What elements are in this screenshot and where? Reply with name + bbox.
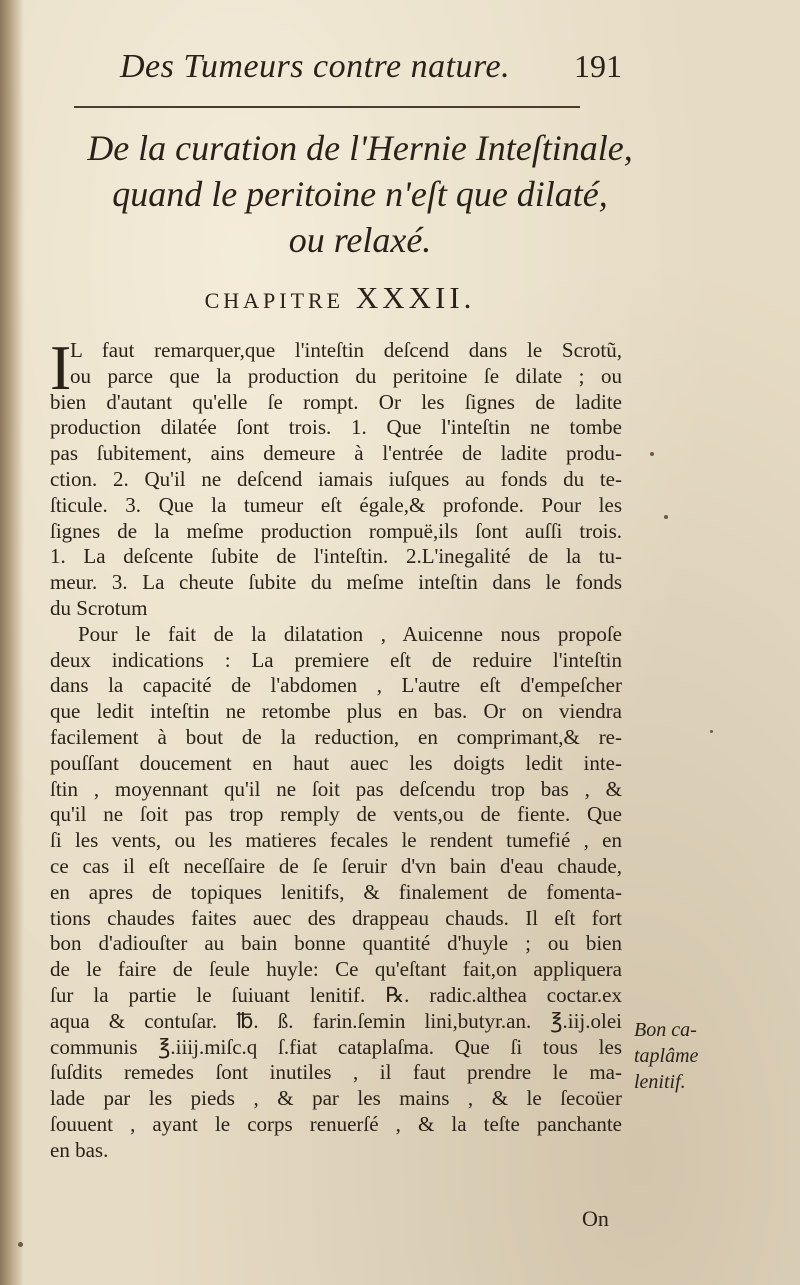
body-line: ction. 2. Qu'il ne deſcend iamais iuſques au fonds du te- [50, 466, 622, 491]
body-line: Pour le fait de la dilatation , Auicenne nous propoſe [78, 621, 622, 646]
margin-note-line: Bon ca- [634, 1019, 697, 1041]
page-binding-shadow [0, 0, 24, 1285]
chapter-title [120, 280, 560, 316]
chapter-word: CHAPITRE [204, 288, 345, 313]
body-line: communis ℥.iiij.miſc.q ſ.fiat cataplaſma. Que ſi tous les [50, 1034, 622, 1059]
drop-cap: I [50, 332, 72, 403]
body-line: deux indications : La premiere eſt de reduire l'inteſtin [50, 647, 622, 672]
body-line: facilement à bout de la reduction, en comprimant,& re- [50, 724, 622, 749]
body-line: bon d'adiouſter au bain bonne quantité d'huyle ; ou bien [50, 931, 622, 956]
body-line: ſtin , moyennant qu'il ne ſoit pas deſcendu trop bas , & [50, 776, 622, 801]
body-text [50, 332, 622, 1164]
body-line: ſignes de la meſme production rompuë,ils ſont auſſi trois. [50, 518, 622, 543]
body-line: aqua & contuſar. ℔. ß. farin.ſemin lini,butyr.an. ℥.iij.olei [50, 1008, 622, 1033]
body-line: en apres de topiques lenitifs, & finalement de fomenta- [50, 879, 622, 904]
heading-line-3: ou relaxé. [288, 220, 432, 260]
body-line: qu'il ne ſoit pas trop remply de vents,ou de fiente. Que [50, 802, 622, 827]
paper-speck [664, 515, 668, 519]
margin-note-line: lenitif. [634, 1070, 686, 1093]
body-line: L faut remarquer,que l'inteſtin deſcend dans le Scrotũ, [70, 338, 622, 362]
body-line: tions chaudes faites auec des drappeau chauds. Il eſt fort [50, 905, 622, 930]
body-line: de le faire de ſeule huyle: Ce qu'eſtant fait,on appliquera [50, 957, 622, 982]
margin-note [634, 1018, 754, 1095]
body-line: que ledit inteſtin ne retombe plus en bas. Or on viendra [50, 699, 622, 724]
body-line: ſi les vents, ou les matieres fecales le rendent tumefié , en [50, 828, 622, 853]
body-line: ou parce que la production du peritoine ſe dilate ; ou [70, 363, 622, 388]
heading-line-2: quand le peritoine n'eſt que dilaté, [112, 174, 608, 214]
heading-line-1: De la curation de l'Hernie Inteſtinale, [87, 128, 633, 168]
body-line: pas ſubitement, ains demeure à l'entrée de ladite produ- [50, 441, 622, 466]
body-line: en bas. [50, 1137, 109, 1162]
catchword: On [582, 1206, 609, 1231]
body-line: ſur la partie le ſuiuant lenitif. ℞. radic.althea coctar.ex [50, 982, 622, 1007]
paper-speck [650, 452, 654, 456]
body-line: pouſſant doucement en haut auec les doigts ledit inte- [50, 750, 622, 775]
body-line: 1. La deſcente ſubite de l'inteſtin. 2.L'inegalité de la tu- [50, 544, 622, 569]
body-line: bien d'autant qu'elle ſe rompt. Or les ſignes de ladite [50, 389, 622, 414]
body-line: ſuſdits remedes ſont inutiles , il faut prendre le ma- [50, 1060, 622, 1085]
paper-speck [18, 1242, 23, 1247]
section-heading [40, 125, 680, 263]
body-line: ce cas il eſt neceſſaire de ſe ſeruir d'vn bain d'eau chaude, [50, 853, 622, 878]
running-head [110, 48, 630, 92]
chapter-numeral: XXXII. [355, 280, 476, 315]
body-line: production dilatée ſont trois. 1. Que l'inteſtin ne tombe [50, 415, 622, 440]
body-line: du Scrotum [50, 595, 148, 620]
body-line: lade par les pieds , & par les mains , & le ſecoüer [50, 1086, 622, 1111]
margin-note-line: taplâme [634, 1044, 699, 1067]
body-line: ſticule. 3. Que la tumeur eſt égale,& profonde. Pour les [50, 492, 622, 517]
running-head-title: Des Tumeurs contre nature. [120, 48, 511, 85]
page-number: 191 [574, 48, 622, 84]
header-rule [74, 106, 580, 108]
body-line: ſouuent , ayant le corps renuerſé , & la teſte panchante [50, 1111, 622, 1136]
body-line: meur. 3. La cheute ſubite du meſme inteſtin dans le fonds [50, 570, 622, 595]
body-line: dans la capacité de l'abdomen , L'autre eſt d'empeſcher [50, 673, 622, 698]
paper-speck [710, 730, 713, 733]
